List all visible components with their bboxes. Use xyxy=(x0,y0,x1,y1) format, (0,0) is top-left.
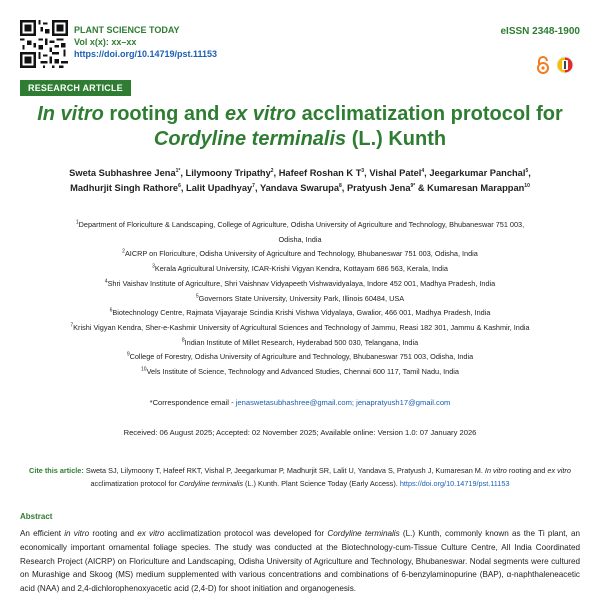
affiliation-item: $^1$Department of Floriculture & Landscaping, College of Agriculture, Odisha University of Agriculture and Technology, Bhubaneswar 751 003, xyxy=(75,219,525,229)
journal-volume: Vol x(x): xx–xx xyxy=(74,37,137,47)
affiliation-item: $^{10}$Vels Institute of Science, Technology and Advanced Studies, Chennai 600 117, Tamil Nadu, India xyxy=(141,366,459,377)
eissn: eISSN 2348-1900 xyxy=(500,26,580,37)
publication-dates: Received: 06 August 2025; Accepted: 02 November 2025; Available online: Version 1.0: 07 January 2026 xyxy=(123,428,477,437)
author-affiliation-marker: 9* xyxy=(410,182,416,189)
article-type-badge: RESEARCH ARTICLE xyxy=(20,80,131,96)
affiliation-item: Odisha, India xyxy=(278,234,322,244)
title-italic-3: ex vitro xyxy=(224,103,297,125)
affiliation-item: $^3$Kerala Agricultural University, ICAR-Krishi Vigyan Kendra, Kottayam 686 563, Kerala, India xyxy=(152,263,448,274)
correspondence-label: *Correspondence email - xyxy=(149,398,234,407)
affiliation-item: $^7$Krishi Vigyan Kendra, Sher-e-Kashmir University of Agricultural Sciences and Technology of Jammu, Reasi 182 301, Jammu & Kashmir, India xyxy=(70,322,530,332)
author-name: Jeegarkumar Panchal xyxy=(429,168,526,178)
author-affiliation-marker: 7 xyxy=(252,182,255,189)
author-name: Kumaresan Marappan xyxy=(427,183,525,193)
author-name: Sweta Subhashree Jena xyxy=(69,168,176,178)
title-text-6: (L.) Kunth xyxy=(346,128,447,150)
cite-label: Cite this article: xyxy=(29,466,84,475)
journal-doi-link[interactable]: https://doi.org/10.14719/pst.11153 xyxy=(74,49,218,59)
author-affiliation-marker: 3 xyxy=(361,167,365,174)
open-access-icon[interactable] xyxy=(536,56,550,74)
journal-name: PLANT SCIENCE TODAY xyxy=(74,25,180,35)
author-affiliation-marker: 5 xyxy=(525,167,529,174)
author-name: Vishal Patel xyxy=(369,168,422,178)
abstract-text: An efficient in vitro rooting and ex vitro acclimatization protocol was developed for Cordyline terminalis (L.) Kunth, commonly known as the Ti plant, an economically important ornamental foliage species. The study was conducted at the Biotechnology-cum-Tissue Culture Centre, All India Coordinated Research Project (AICRP) on Floriculture and Landscaping, Odisha University of Agriculture and Technology, Bhubaneswar. Nodal segments were cultured on Murashige and Skoog (MS) medium supplemented with various concentrations and combinations of 6-benzylaminopurine (BAP), α-naphthaleneacetic acid (NAA) and 2,4-dichlorophenoxyacetic acid (2,4-D) for shoot initiation and organogenesis. xyxy=(20,529,580,594)
author-affiliation-marker: 4 xyxy=(421,167,425,174)
qr-code-icon xyxy=(20,20,68,68)
abstract-heading: Abstract xyxy=(20,512,53,521)
affiliation-item: $^2$AICRP on Floriculture, Odisha University of Agriculture and Technology, Bhubaneswar 751 003, Odisha, India xyxy=(122,248,478,259)
affiliation-item: $^6$Biotechnology Centre, Rajmata Vijayaraje Scindia Krishi Vishwa Vidyalaya, Gwalior, 466 001, Madhya Pradesh, India xyxy=(109,307,491,318)
author-name: Hafeef Roshan K T xyxy=(278,168,362,178)
title-text-2: rooting and xyxy=(103,103,225,125)
author-name: Pratyush Jena xyxy=(346,183,411,193)
affiliation-item: $^9$College of Forestry, Odisha University of Agriculture and Technology, Bhubaneswar 751 003, Odisha, India xyxy=(126,351,474,362)
author-affiliation-marker: 10 xyxy=(524,182,530,189)
author-list: Sweta Subhashree Jena$^{1*}$, Lilymoony Tripathy$^2$, Hafeef Roshan K $T^3$, Vishal Patel$^4$, Jeegarkumar Panchal$^5$, Madhurjit Singh Rathore$^6$, Lalit Upadhyay$^7$, Yandava Swarupa$^8$, Pratyush Jena$^{9*}$ & Kumaresan Marappan$^{10}$ xyxy=(69,167,531,193)
author-name: Yandava Swarupa xyxy=(259,183,340,193)
header-icons xyxy=(536,56,574,74)
author-affiliation-marker: 8 xyxy=(339,182,342,189)
author-affiliation-marker: 1* xyxy=(175,167,181,174)
title-text-4: acclimatization protocol for xyxy=(296,103,563,125)
affiliation-list xyxy=(20,218,580,380)
affiliation-item: $^8$Indian Institute of Millet Research, Hyderabad 500 030, Telangana, India xyxy=(181,337,419,347)
author-name: Madhurjit Singh Rathore xyxy=(70,183,179,193)
affiliation-item: $^5$Governors State University, University Park, Illinois 60484, USA xyxy=(195,293,405,303)
article-title xyxy=(20,102,580,152)
affiliation-item: $^4$Shri Vaishav Institute of Agriculture, Shri Vaishnav Vidyapeeth Vishwavidyalaya, Indore 452 001, Madhya Pradesh, India xyxy=(104,278,496,288)
citation: Cite this article: Sweta SJ, Lilymoony T, Hafeef RKT, Vishal P, Jeegarkumar P, Madhurjit SR, Lalit U, Yandava S, Pratyush J, Kumaresan M. In vitro rooting and ex vitro acclimatization protocol for Cordyline terminalis (L.) Kunth. Plant Science Today (Early Access). https://doi.org/10.14719/pst.11153 xyxy=(29,466,571,488)
cite-doi-link[interactable]: https://doi.org/10.14719/pst.11153 xyxy=(399,479,510,488)
author-name: Lalit Upadhyay xyxy=(186,183,253,193)
journal-info xyxy=(74,24,217,60)
author-affiliation-marker: 2 xyxy=(270,167,274,174)
author-affiliation-marker: 6 xyxy=(178,182,181,189)
title-italic-1: In vitro xyxy=(37,103,104,125)
title-italic-5: Cordyline terminalis xyxy=(153,128,347,150)
correspondence xyxy=(20,398,580,407)
crossmark-icon[interactable] xyxy=(556,56,574,74)
author-name: Lilymoony Tripathy xyxy=(185,168,271,178)
correspondence-emails[interactable]: jenaswetasubhashree@gmail.com; jenapratyush17@gmail.com xyxy=(235,398,451,407)
